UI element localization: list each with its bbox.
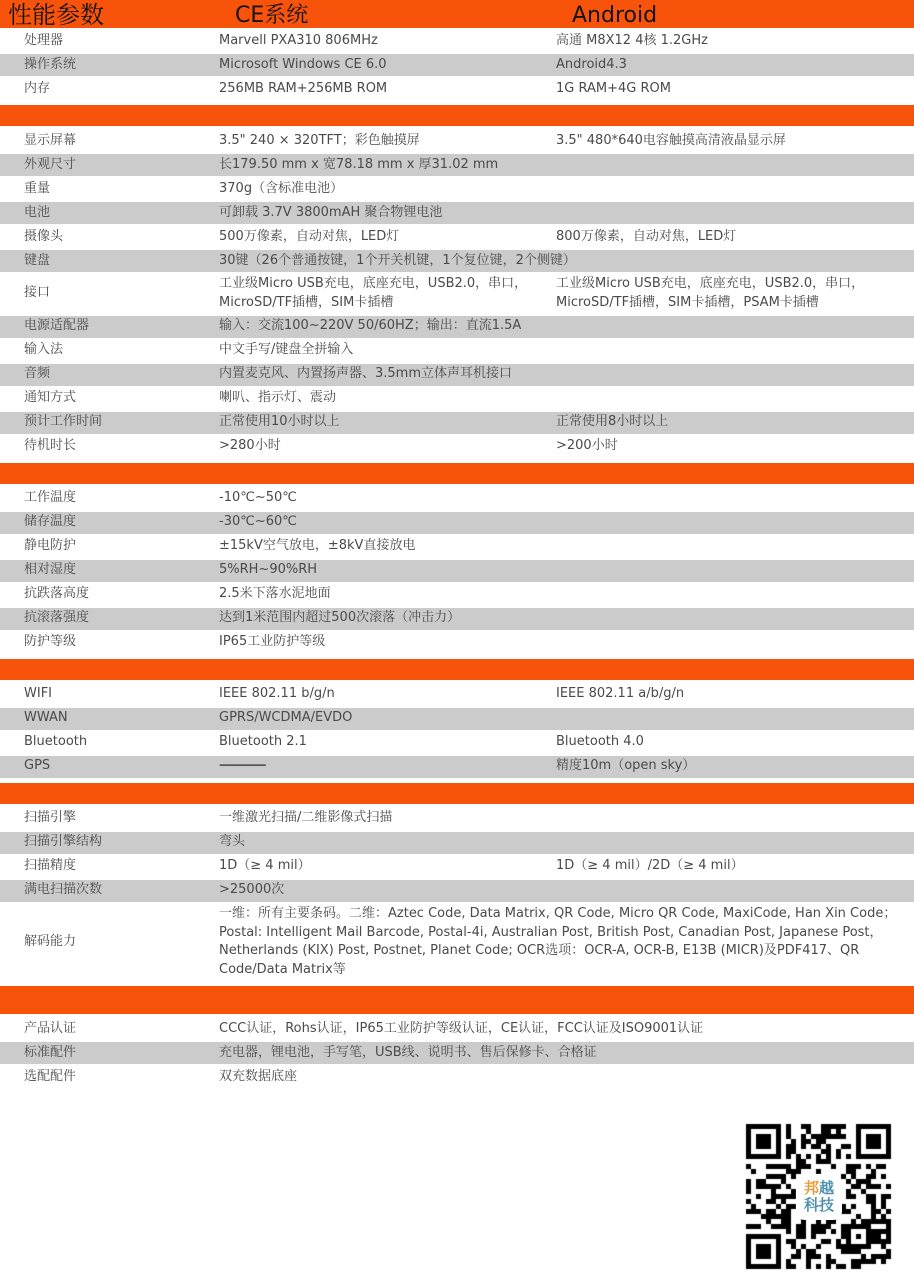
- row-label: 选配配件: [24, 1068, 77, 1084]
- row-value-ce: Microsoft Windows CE 6.0: [219, 56, 387, 72]
- row-label: 扫描引擎: [24, 810, 77, 826]
- row-label: 标准配件: [24, 1044, 77, 1060]
- spec-row: [0, 856, 914, 878]
- row-value: >25000次: [219, 882, 285, 898]
- spec-row: [0, 364, 914, 386]
- spec-row: [0, 78, 914, 100]
- row-label: WWAN: [24, 710, 68, 726]
- row-value: 一维：所有主要条码。二维：Aztec Code, Data Matrix, QR Code, Micro QR Code, MaxiCode, Han Xin Code；Postal: Intelligent Mail Barcode, Postal-4i, Australian Post, British Post, Canadian Post, Japanese Post，Netherlands (KIX) Post, Postnet, Planet Code; OCR选项：OCR-A, OCR-B, E13B (MICR)及PDF417、QR Code/Data Matrix等: [219, 905, 897, 978]
- row-value: 内置麦克风、内置扬声器、3.5mm立体声耳机接口: [219, 366, 513, 382]
- row-value-ce: 256MB RAM+256MB ROM: [219, 80, 388, 96]
- row-label: 预计工作时间: [24, 414, 103, 430]
- spec-row: [0, 756, 914, 778]
- spec-row: [0, 316, 914, 338]
- spec-row: [0, 632, 914, 654]
- row-value-ce: 3.5" 240 × 320TFT；彩色触摸屏: [219, 132, 420, 148]
- row-value: 370g（含标准电池）: [219, 180, 344, 196]
- row-label: WIFI: [24, 686, 52, 702]
- spec-row: [0, 202, 914, 224]
- row-label: 处理器: [24, 32, 64, 48]
- row-label: 储存温度: [24, 514, 77, 530]
- spec-row: [0, 880, 914, 902]
- row-value: ±15kV空气放电，±8kV直接放电: [219, 538, 416, 554]
- qr-code: [744, 1122, 894, 1272]
- spec-row: [0, 436, 914, 458]
- row-value-ce: Bluetooth 2.1: [219, 734, 307, 750]
- row-value-android: 正常使用8小时以上: [556, 414, 669, 430]
- row-value-ce: Marvell PXA310 806MHz: [219, 32, 378, 48]
- row-value-ce: 1D（≥ 4 mil）: [219, 858, 311, 874]
- qr-logo-line1: 邦越: [803, 1179, 835, 1197]
- row-label: 输入法: [24, 342, 64, 358]
- row-value-ce: 工业级Micro USB充电，底座充电，USB2.0，串口，MicroSD/TF插槽，SIM卡插槽: [219, 276, 528, 310]
- row-value-android: 1G RAM+4G ROM: [556, 80, 671, 96]
- row-value: 长179.50 mm x 宽78.18 mm x 厚31.02 mm: [219, 156, 499, 172]
- spec-row: [0, 512, 914, 534]
- spec-row: [0, 488, 914, 510]
- row-value: 达到1米范围内超过500次滚落（冲击力）: [219, 610, 461, 626]
- row-label: 电池: [24, 204, 51, 220]
- row-value-ce: >280小时: [219, 438, 281, 454]
- row-value: 双充数据底座: [219, 1068, 298, 1084]
- section-divider-bar: [0, 986, 914, 1014]
- section-divider-bar: [0, 105, 914, 126]
- row-value: -10℃~50℃: [219, 490, 297, 506]
- spec-row: [0, 560, 914, 582]
- row-value-android: IEEE 802.11 a/b/g/n: [556, 686, 685, 702]
- row-label: 通知方式: [24, 390, 77, 406]
- row-value-android: 3.5" 480*640电容触摸高清液晶显示屏: [556, 132, 786, 148]
- row-label: 扫描引擎结构: [24, 834, 103, 850]
- spec-row: [0, 54, 914, 76]
- row-label: 接口: [24, 285, 51, 301]
- row-label: 音频: [24, 366, 51, 382]
- spec-row: [0, 154, 914, 176]
- table-header: [0, 0, 914, 28]
- row-value: CCC认证，Rohs认证，IP65工业防护等级认证，CE认证，FCC认证及ISO9001认证: [219, 1020, 704, 1036]
- spec-row: [0, 808, 914, 830]
- row-label: 摄像头: [24, 228, 64, 244]
- row-label: 相对湿度: [24, 562, 77, 578]
- spec-row: [0, 1018, 914, 1040]
- row-label: 显示屏幕: [24, 132, 77, 148]
- row-value-android: Android4.3: [556, 56, 627, 72]
- qr-center-logo: [796, 1174, 842, 1220]
- section-divider-bar: [0, 463, 914, 484]
- spec-row: [0, 130, 914, 152]
- row-value-android: Bluetooth 4.0: [556, 734, 644, 750]
- row-label: 电源适配器: [24, 318, 90, 334]
- section-divider-bar: [0, 659, 914, 680]
- spec-row: [0, 340, 914, 362]
- row-value: 2.5米下落水泥地面: [219, 586, 331, 602]
- row-value: 30键（26个普通按键，1个开关机键，1个复位键，2个侧键）: [219, 252, 576, 268]
- spec-row: [0, 732, 914, 754]
- page-title: 性能参数: [8, 1, 104, 29]
- row-label: GPS: [24, 758, 51, 774]
- section-divider-bar: [0, 783, 914, 804]
- row-value-android: 工业级Micro USB充电，底座充电，USB2.0，串口，MicroSD/TF插槽，SIM卡插槽，PSAM卡插槽: [556, 276, 865, 310]
- spec-row: [0, 250, 914, 272]
- row-label: 重量: [24, 180, 51, 196]
- row-label: 键盘: [24, 252, 51, 268]
- spec-row: [0, 388, 914, 410]
- row-label: 操作系统: [24, 56, 77, 72]
- row-value-android: 800万像素，自动对焦，LED灯: [556, 228, 737, 244]
- row-value-android: 1D（≥ 4 mil）/2D（≥ 4 mil）: [556, 858, 744, 874]
- row-value: 一维激光扫描/二维影像式扫描: [219, 810, 393, 826]
- column-header-android: Android: [572, 3, 658, 28]
- row-value-android: >200小时: [556, 438, 618, 454]
- spec-row: [0, 536, 914, 558]
- spec-row: [0, 608, 914, 630]
- spec-row: [0, 226, 914, 248]
- row-label: 抗滚落强度: [24, 610, 90, 626]
- spec-row: [0, 30, 914, 52]
- row-label: 满电扫描次数: [24, 882, 103, 898]
- spec-row: [0, 274, 914, 314]
- spec-row: [0, 904, 914, 981]
- row-value: GPRS/WCDMA/EVDO: [219, 710, 353, 726]
- row-value: -30℃~60℃: [219, 514, 297, 530]
- qr-logo-line2: 科技: [803, 1196, 834, 1214]
- row-label: 防护等级: [24, 634, 77, 650]
- row-label: 产品认证: [24, 1020, 77, 1036]
- spec-row: [0, 708, 914, 730]
- row-label: 解码能力: [24, 933, 77, 949]
- spec-row: [0, 832, 914, 854]
- row-value: 5%RH~90%RH: [219, 562, 318, 578]
- row-value: 充电器，锂电池，手写笔，USB线、说明书、售后保修卡、合格证: [219, 1044, 597, 1060]
- row-label: 外观尺寸: [24, 156, 77, 172]
- row-value: 可卸载 3.7V 3800mAH 聚合物锂电池: [219, 204, 443, 220]
- row-label: 抗跌落高度: [24, 586, 90, 602]
- spec-row: [0, 1066, 914, 1088]
- row-value-android: 高通 M8X12 4核 1.2GHz: [556, 32, 708, 48]
- row-value-ce: ————: [219, 758, 265, 774]
- row-value: 喇叭、指示灯、震动: [219, 390, 337, 406]
- row-value-android: 精度10m（open sky）: [556, 758, 696, 774]
- spec-row: [0, 584, 914, 606]
- row-label: Bluetooth: [24, 734, 88, 750]
- column-header-ce: CE系统: [235, 3, 309, 28]
- spec-row: [0, 412, 914, 434]
- row-label: 内存: [24, 80, 51, 96]
- row-value: 输入：交流100~220V 50/60HZ；输出：直流1.5A: [219, 318, 522, 334]
- row-value-ce: 500万像素，自动对焦，LED灯: [219, 228, 400, 244]
- row-label: 工作温度: [24, 490, 77, 506]
- row-value-ce: 正常使用10小时以上: [219, 414, 340, 430]
- row-value: IP65工业防护等级: [219, 634, 326, 650]
- row-value: 弯头: [219, 834, 246, 850]
- spec-row: [0, 178, 914, 200]
- row-value: 中文手写/键盘全拼输入: [219, 342, 354, 358]
- row-label: 扫描精度: [24, 858, 77, 874]
- row-label: 静电防护: [24, 538, 77, 554]
- spec-table-body: [0, 30, 914, 1088]
- row-value-ce: IEEE 802.11 b/g/n: [219, 686, 335, 702]
- row-label: 待机时长: [24, 438, 77, 454]
- spec-row: [0, 1042, 914, 1064]
- spec-row: [0, 684, 914, 706]
